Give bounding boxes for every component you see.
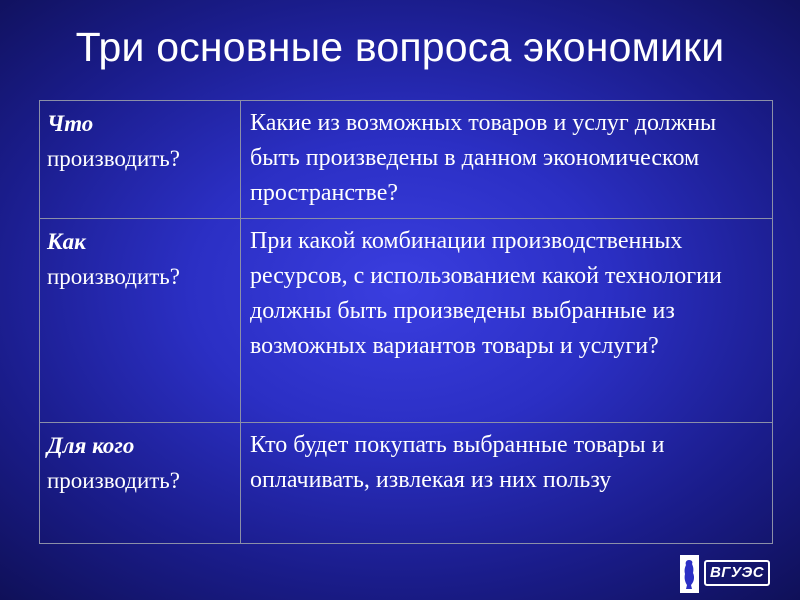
table-row — [40, 219, 772, 423]
logo-figure-icon — [680, 555, 699, 593]
question-cell — [40, 101, 241, 218]
answer-cell: Кто будет покупать выбранные товары и оплачивать, извлекая из них пользу — [250, 432, 665, 493]
questions-table — [39, 100, 773, 544]
logo-text: ВГУЭС — [704, 560, 770, 586]
question-emphasis: Как — [47, 229, 86, 254]
question-emphasis: Что — [47, 111, 94, 136]
question-cell — [40, 219, 241, 422]
answer-cell: Какие из возможных товаров и услуг должны быть произведены в данном экономическом пространстве? — [250, 110, 717, 206]
slide-title: Три основные вопроса экономики — [75, 24, 725, 70]
table-row — [40, 423, 772, 544]
question-cell — [40, 423, 241, 544]
question-text: производить? — [47, 146, 181, 171]
question-emphasis: Для кого — [47, 433, 135, 458]
answer-cell: При какой комбинации производственных ресурсов, с использованием какой технологии должны быть произведены выбранные из возможных вариантов товары и услуги? — [250, 228, 722, 359]
question-text: производить? — [47, 264, 181, 289]
university-logo — [680, 555, 772, 593]
question-text: производить? — [47, 468, 181, 493]
table-row — [40, 101, 772, 219]
